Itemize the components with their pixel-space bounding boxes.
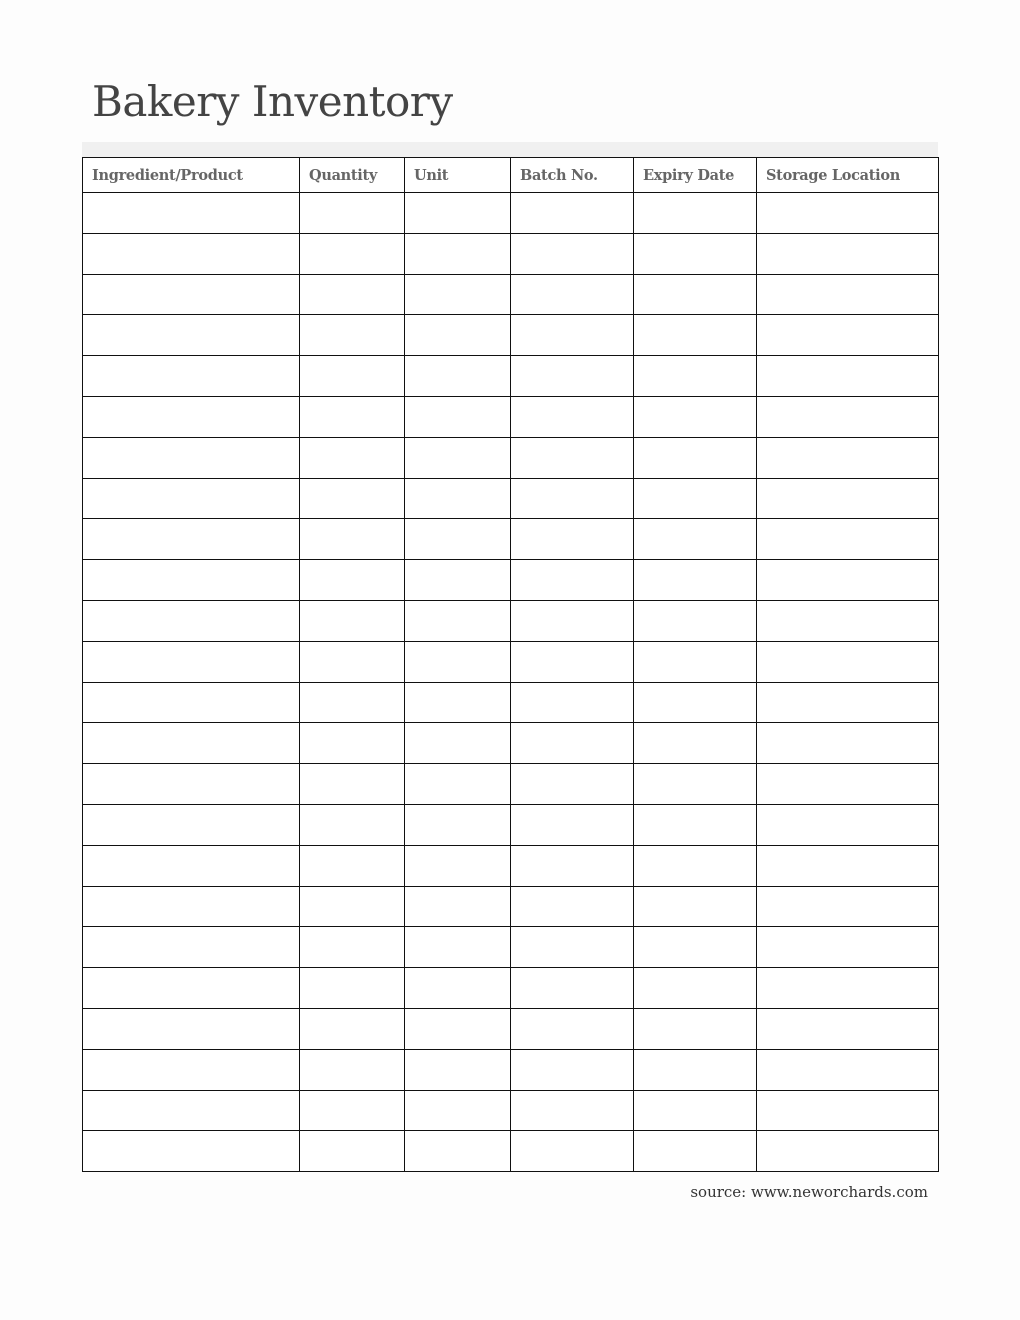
cell-quantity[interactable] [300, 274, 405, 315]
cell-ingredient[interactable] [83, 845, 300, 886]
cell-expiry-date[interactable] [634, 764, 757, 805]
cell-ingredient[interactable] [83, 641, 300, 682]
cell-quantity[interactable] [300, 315, 405, 356]
cell-ingredient[interactable] [83, 560, 300, 601]
cell-storage-location[interactable] [757, 193, 939, 234]
cell-batch-no[interactable] [511, 356, 634, 397]
cell-unit[interactable] [405, 886, 511, 927]
table-row [83, 437, 939, 478]
table-row [83, 927, 939, 968]
cell-unit[interactable] [405, 968, 511, 1009]
cell-expiry-date[interactable] [634, 560, 757, 601]
cell-expiry-date[interactable] [634, 478, 757, 519]
cell-expiry-date[interactable] [634, 723, 757, 764]
table-row [83, 274, 939, 315]
cell-quantity[interactable] [300, 845, 405, 886]
table-row [83, 478, 939, 519]
cell-expiry-date[interactable] [634, 641, 757, 682]
cell-batch-no[interactable] [511, 396, 634, 437]
cell-expiry-date[interactable] [634, 600, 757, 641]
cell-batch-no[interactable] [511, 315, 634, 356]
cell-storage-location[interactable] [757, 968, 939, 1009]
cell-expiry-date[interactable] [634, 437, 757, 478]
cell-storage-location[interactable] [757, 845, 939, 886]
table-row [83, 968, 939, 1009]
cell-quantity[interactable] [300, 478, 405, 519]
cell-ingredient[interactable] [83, 764, 300, 805]
cell-quantity[interactable] [300, 804, 405, 845]
cell-expiry-date[interactable] [634, 193, 757, 234]
cell-ingredient[interactable] [83, 968, 300, 1009]
cell-expiry-date[interactable] [634, 968, 757, 1009]
cell-storage-location[interactable] [757, 804, 939, 845]
cell-batch-no[interactable] [511, 968, 634, 1009]
cell-quantity[interactable] [300, 1131, 405, 1172]
cell-expiry-date[interactable] [634, 519, 757, 560]
page-title: Bakery Inventory [92, 77, 453, 126]
cell-quantity[interactable] [300, 519, 405, 560]
cell-unit[interactable] [405, 764, 511, 805]
cell-unit[interactable] [405, 600, 511, 641]
cell-quantity[interactable] [300, 1008, 405, 1049]
cell-quantity[interactable] [300, 682, 405, 723]
cell-batch-no[interactable] [511, 437, 634, 478]
cell-storage-location[interactable] [757, 682, 939, 723]
cell-storage-location[interactable] [757, 764, 939, 805]
cell-batch-no[interactable] [511, 927, 634, 968]
cell-storage-location[interactable] [757, 437, 939, 478]
cell-quantity[interactable] [300, 560, 405, 601]
cell-ingredient[interactable] [83, 193, 300, 234]
cell-batch-no[interactable] [511, 519, 634, 560]
cell-expiry-date[interactable] [634, 1008, 757, 1049]
column-header-ingredient: Ingredient/Product [83, 158, 300, 193]
cell-storage-location[interactable] [757, 886, 939, 927]
table-row [83, 641, 939, 682]
cell-expiry-date[interactable] [634, 886, 757, 927]
cell-ingredient[interactable] [83, 396, 300, 437]
cell-ingredient[interactable] [83, 315, 300, 356]
cell-unit[interactable] [405, 1049, 511, 1090]
cell-expiry-date[interactable] [634, 274, 757, 315]
table-row [83, 804, 939, 845]
cell-quantity[interactable] [300, 886, 405, 927]
cell-expiry-date[interactable] [634, 845, 757, 886]
cell-quantity[interactable] [300, 764, 405, 805]
cell-unit[interactable] [405, 356, 511, 397]
cell-quantity[interactable] [300, 396, 405, 437]
cell-expiry-date[interactable] [634, 927, 757, 968]
cell-expiry-date[interactable] [634, 682, 757, 723]
cell-ingredient[interactable] [83, 927, 300, 968]
cell-ingredient[interactable] [83, 437, 300, 478]
cell-storage-location[interactable] [757, 723, 939, 764]
cell-storage-location[interactable] [757, 600, 939, 641]
cell-storage-location[interactable] [757, 274, 939, 315]
source-credit: source: www.neworchards.com [690, 1183, 928, 1201]
cell-unit[interactable] [405, 1090, 511, 1131]
cell-storage-location[interactable] [757, 1131, 939, 1172]
cell-batch-no[interactable] [511, 886, 634, 927]
cell-batch-no[interactable] [511, 233, 634, 274]
cell-ingredient[interactable] [83, 886, 300, 927]
cell-batch-no[interactable] [511, 1090, 634, 1131]
cell-unit[interactable] [405, 927, 511, 968]
table-row [83, 560, 939, 601]
cell-quantity[interactable] [300, 641, 405, 682]
cell-quantity[interactable] [300, 193, 405, 234]
cell-batch-no[interactable] [511, 804, 634, 845]
table-row [83, 315, 939, 356]
table-row [83, 1131, 939, 1172]
table-row [83, 233, 939, 274]
cell-ingredient[interactable] [83, 723, 300, 764]
cell-batch-no[interactable] [511, 1049, 634, 1090]
cell-unit[interactable] [405, 478, 511, 519]
cell-ingredient[interactable] [83, 804, 300, 845]
cell-quantity[interactable] [300, 233, 405, 274]
table-row [83, 845, 939, 886]
cell-ingredient[interactable] [83, 356, 300, 397]
cell-ingredient[interactable] [83, 682, 300, 723]
column-header-batch-no: Batch No. [511, 158, 634, 193]
cell-unit[interactable] [405, 193, 511, 234]
cell-batch-no[interactable] [511, 193, 634, 234]
table-row [83, 723, 939, 764]
cell-batch-no[interactable] [511, 641, 634, 682]
table-body [83, 193, 939, 1172]
cell-batch-no[interactable] [511, 274, 634, 315]
cell-ingredient[interactable] [83, 1008, 300, 1049]
cell-ingredient[interactable] [83, 478, 300, 519]
cell-quantity[interactable] [300, 437, 405, 478]
cell-quantity[interactable] [300, 927, 405, 968]
cell-storage-location[interactable] [757, 927, 939, 968]
cell-expiry-date[interactable] [634, 1131, 757, 1172]
cell-unit[interactable] [405, 1008, 511, 1049]
cell-unit[interactable] [405, 641, 511, 682]
table-row [83, 764, 939, 805]
column-header-unit: Unit [405, 158, 511, 193]
cell-quantity[interactable] [300, 968, 405, 1009]
cell-ingredient[interactable] [83, 274, 300, 315]
cell-ingredient[interactable] [83, 1090, 300, 1131]
table-row [83, 682, 939, 723]
cell-expiry-date[interactable] [634, 1090, 757, 1131]
cell-unit[interactable] [405, 804, 511, 845]
cell-expiry-date[interactable] [634, 233, 757, 274]
cell-expiry-date[interactable] [634, 1049, 757, 1090]
cell-storage-location[interactable] [757, 478, 939, 519]
cell-quantity[interactable] [300, 1090, 405, 1131]
cell-quantity[interactable] [300, 1049, 405, 1090]
table-row [83, 519, 939, 560]
cell-unit[interactable] [405, 682, 511, 723]
cell-storage-location[interactable] [757, 1090, 939, 1131]
cell-unit[interactable] [405, 845, 511, 886]
cell-expiry-date[interactable] [634, 315, 757, 356]
cell-storage-location[interactable] [757, 233, 939, 274]
cell-unit[interactable] [405, 233, 511, 274]
cell-expiry-date[interactable] [634, 396, 757, 437]
cell-unit[interactable] [405, 274, 511, 315]
cell-batch-no[interactable] [511, 1008, 634, 1049]
cell-quantity[interactable] [300, 600, 405, 641]
cell-ingredient[interactable] [83, 233, 300, 274]
cell-storage-location[interactable] [757, 641, 939, 682]
column-header-quantity: Quantity [300, 158, 405, 193]
cell-storage-location[interactable] [757, 1008, 939, 1049]
cell-unit[interactable] [405, 519, 511, 560]
cell-ingredient[interactable] [83, 1049, 300, 1090]
cell-unit[interactable] [405, 315, 511, 356]
table-row [83, 396, 939, 437]
cell-unit[interactable] [405, 1131, 511, 1172]
inventory-table [82, 157, 939, 1172]
column-header-storage-location: Storage Location [757, 158, 939, 193]
column-header-expiry-date: Expiry Date [634, 158, 757, 193]
table-row [83, 356, 939, 397]
cell-unit[interactable] [405, 560, 511, 601]
cell-quantity[interactable] [300, 356, 405, 397]
table-row [83, 600, 939, 641]
table-row [83, 886, 939, 927]
cell-ingredient[interactable] [83, 1131, 300, 1172]
cell-storage-location[interactable] [757, 356, 939, 397]
cell-batch-no[interactable] [511, 1131, 634, 1172]
header-band [82, 142, 938, 157]
cell-unit[interactable] [405, 437, 511, 478]
cell-ingredient[interactable] [83, 519, 300, 560]
table-row [83, 193, 939, 234]
cell-batch-no[interactable] [511, 682, 634, 723]
table-header-row [83, 158, 939, 193]
cell-batch-no[interactable] [511, 764, 634, 805]
cell-storage-location[interactable] [757, 519, 939, 560]
cell-unit[interactable] [405, 723, 511, 764]
cell-storage-location[interactable] [757, 396, 939, 437]
cell-storage-location[interactable] [757, 1049, 939, 1090]
cell-expiry-date[interactable] [634, 356, 757, 397]
cell-storage-location[interactable] [757, 560, 939, 601]
cell-quantity[interactable] [300, 723, 405, 764]
cell-unit[interactable] [405, 396, 511, 437]
cell-storage-location[interactable] [757, 315, 939, 356]
table-row [83, 1090, 939, 1131]
table-row [83, 1008, 939, 1049]
cell-batch-no[interactable] [511, 600, 634, 641]
cell-expiry-date[interactable] [634, 804, 757, 845]
cell-ingredient[interactable] [83, 600, 300, 641]
table-row [83, 1049, 939, 1090]
cell-batch-no[interactable] [511, 723, 634, 764]
cell-batch-no[interactable] [511, 845, 634, 886]
cell-batch-no[interactable] [511, 478, 634, 519]
cell-batch-no[interactable] [511, 560, 634, 601]
